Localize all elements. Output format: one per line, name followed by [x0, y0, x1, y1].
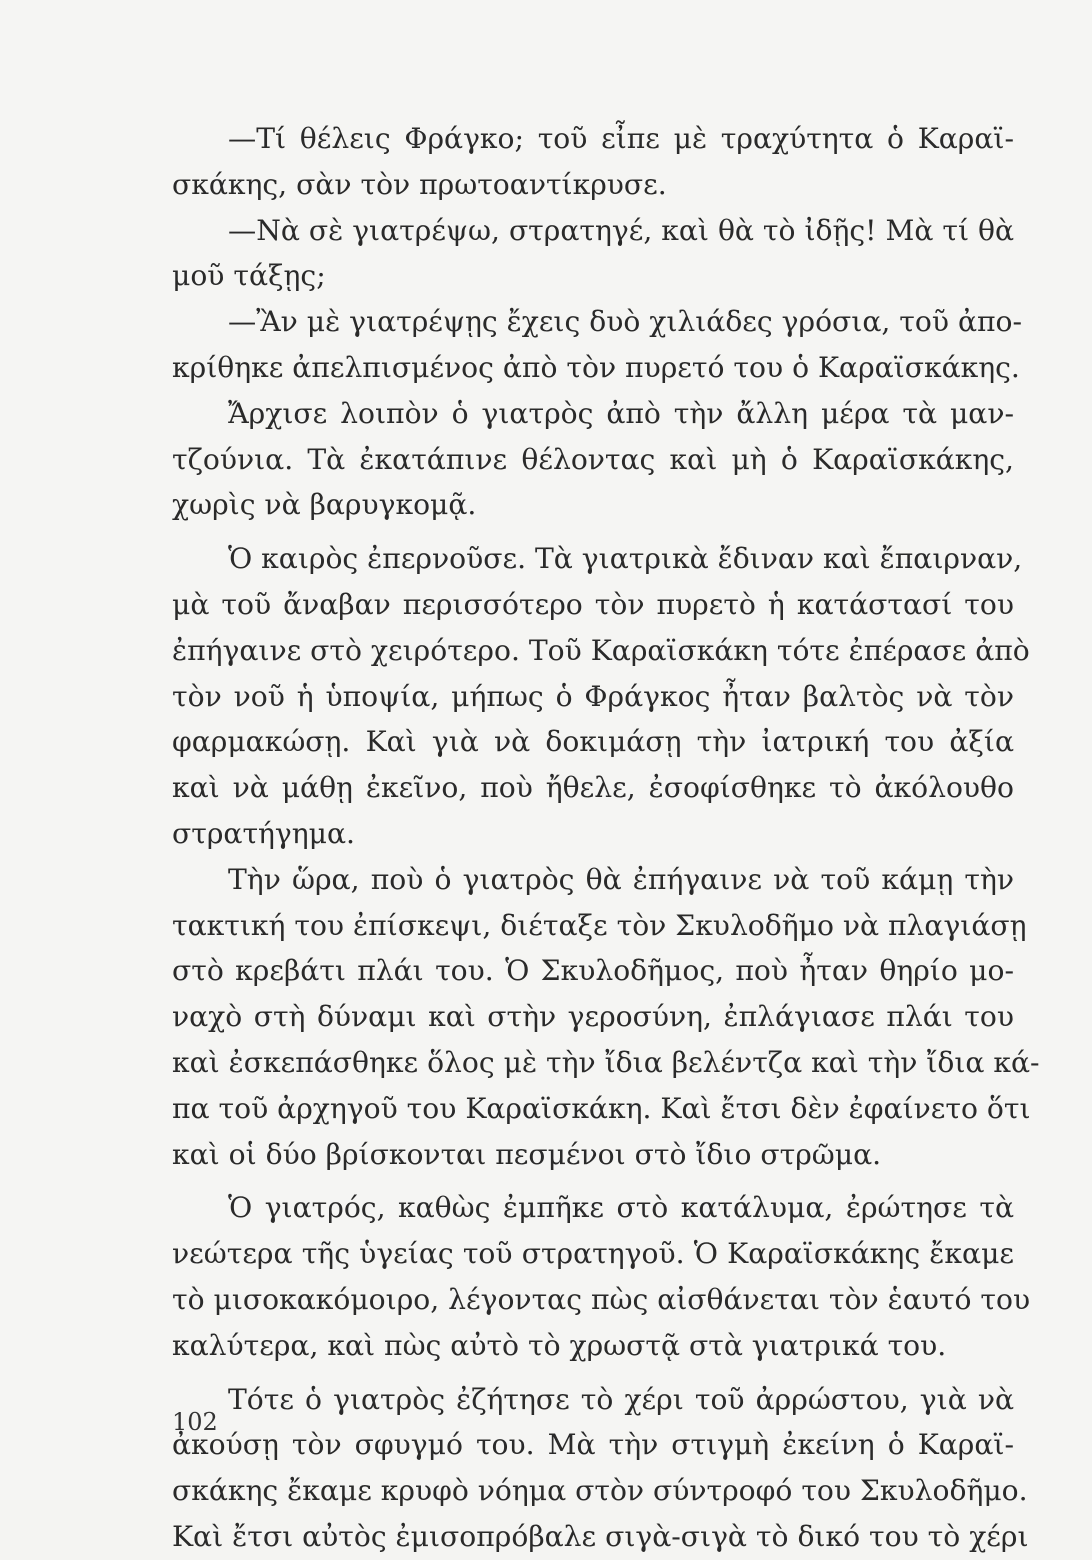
page-number: 102 [172, 1408, 218, 1436]
paragraph [172, 1377, 1029, 1560]
paragraph [172, 536, 1030, 857]
text-line: στὸ κρεβάτι πλάι του. Ὁ Σκυλοδῆμος, ποὺ ἦταν θηρίο μο- [172, 954, 1014, 988]
text-line: —Ἂν μὲ γιατρέψῃς ἔχεις δυὸ χιλιάδες γρόσια, τοῦ ἀπο- [228, 305, 1023, 339]
text-line: μοῦ τάξῃς; [172, 259, 326, 293]
text-line: ἐπήγαινε στὸ χειρότερο. Τοῦ Καραϊσκάκη τότε ἐπέρασε ἀπὸ [172, 633, 1030, 667]
paragraph [172, 116, 1014, 208]
text-line: καὶ ἐσκεπάσθηκε ὅλος μὲ τὴν ἴδια βελέντζα καὶ τὴν ἴδια κά- [172, 1045, 1040, 1079]
text-line: φαρμακώσῃ. Καὶ γιὰ νὰ δοκιμάσῃ τὴν ἰατρική του ἀξία [172, 725, 1014, 759]
text-line: —Τί θέλεις Φράγκο; τοῦ εἶπε μὲ τραχύτητα ὁ Καραϊ- [228, 122, 1014, 155]
paragraph [172, 299, 1023, 391]
paragraph [172, 857, 1040, 1178]
text-line: σκάκης, σὰν τὸν πρωτοαντίκρυσε. [172, 167, 667, 201]
page-text [172, 116, 1040, 1560]
text-line: Ὁ καιρὸς ἐπερνοῦσε. Τὰ γιατρικὰ ἔδιναν καὶ ἔπαιρναν, [228, 542, 1023, 576]
text-line: κρίθηκε ἀπελπισμένος ἀπὸ τὸν πυρετό του ὁ Καραϊσκάκης. [172, 350, 1020, 384]
text-line: —Νὰ σὲ γιατρέψω, στρατηγέ, καὶ θὰ τὸ ἰδῇς! Μὰ τί θὰ [228, 213, 1014, 247]
text-line: Ἄρχισε λοιπὸν ὁ γιατρὸς ἀπὸ τὴν ἄλλη μέρα τὰ μαν- [228, 396, 1014, 430]
text-line: καλύτερα, καὶ πὼς αὐτὸ τὸ χρωστᾷ στὰ γιατρικά του. [172, 1328, 947, 1362]
text-line: τζούνια. Τὰ ἐκατάπινε θέλοντας καὶ μὴ ὁ Καραϊσκάκης, [172, 442, 1014, 476]
paragraph [172, 208, 1014, 300]
text-line: τακτική του ἐπίσκεψι, διέταξε τὸν Σκυλοδῆμο νὰ πλαγιάσῃ [172, 908, 1027, 942]
text-line: ναχὸ στὴ δύναμι καὶ στὴν γεροσύνη, ἐπλάγιασε πλάι του [172, 1000, 1014, 1034]
text-line: χωρὶς νὰ βαρυγκομᾷ. [172, 488, 477, 522]
text-line: ἀκούσῃ τὸν σφυγμό του. Μὰ τὴν στιγμὴ ἐκείνη ὁ Καραϊ- [172, 1428, 1014, 1462]
paragraph [172, 391, 1014, 528]
text-line: τὸν νοῦ ἡ ὑποψία, μήπως ὁ Φράγκος ἦταν βαλτὸς νὰ τὸν [172, 679, 1014, 713]
text-line: Τότε ὁ γιατρὸς ἐζήτησε τὸ χέρι τοῦ ἀρρώστου, γιὰ νὰ [228, 1382, 1014, 1416]
paragraph [172, 1185, 1031, 1368]
text-line: καὶ οἱ δύο βρίσκονται πεσμένοι στὸ ἴδιο στρῶμα. [172, 1137, 882, 1171]
text-line: μὰ τοῦ ἄναβαν περισσότερο τὸν πυρετὸ ἡ κατάστασί του [172, 587, 1014, 621]
text-line: πα τοῦ ἀρχηγοῦ του Καραϊσκάκη. Καὶ ἔτσι δὲν ἐφαίνετο ὅτι [172, 1091, 1031, 1125]
text-line: Τὴν ὥρα, ποὺ ὁ γιατρὸς θὰ ἐπήγαινε νὰ τοῦ κάμῃ τὴν [228, 862, 1014, 896]
text-line: τὸ μισοκακόμοιρο, λέγοντας πὼς αἰσθάνεται τὸν ἑαυτό του [172, 1282, 1031, 1316]
text-line: νεώτερα τῆς ὑγείας τοῦ στρατηγοῦ. Ὁ Καραϊσκάκης ἔκαμε [172, 1237, 1014, 1271]
text-line: σκάκης ἔκαμε κρυφὸ νόημα στὸν σύντροφό του Σκυλοδῆμο. [172, 1474, 1028, 1508]
text-line: Ὁ γιατρός, καθὼς ἐμπῆκε στὸ κατάλυμα, ἐρώτησε τὰ [228, 1191, 1014, 1225]
text-line: στρατήγημα. [172, 816, 355, 850]
text-line: Καὶ ἔτσι αὐτὸς ἐμισοπρόβαλε σιγὰ-σιγὰ τὸ δικό του τὸ χέρι [172, 1519, 1029, 1553]
text-line: καὶ νὰ μάθῃ ἐκεῖνο, ποὺ ἤθελε, ἐσοφίσθηκε τὸ ἀκόλουθο [172, 771, 1014, 805]
